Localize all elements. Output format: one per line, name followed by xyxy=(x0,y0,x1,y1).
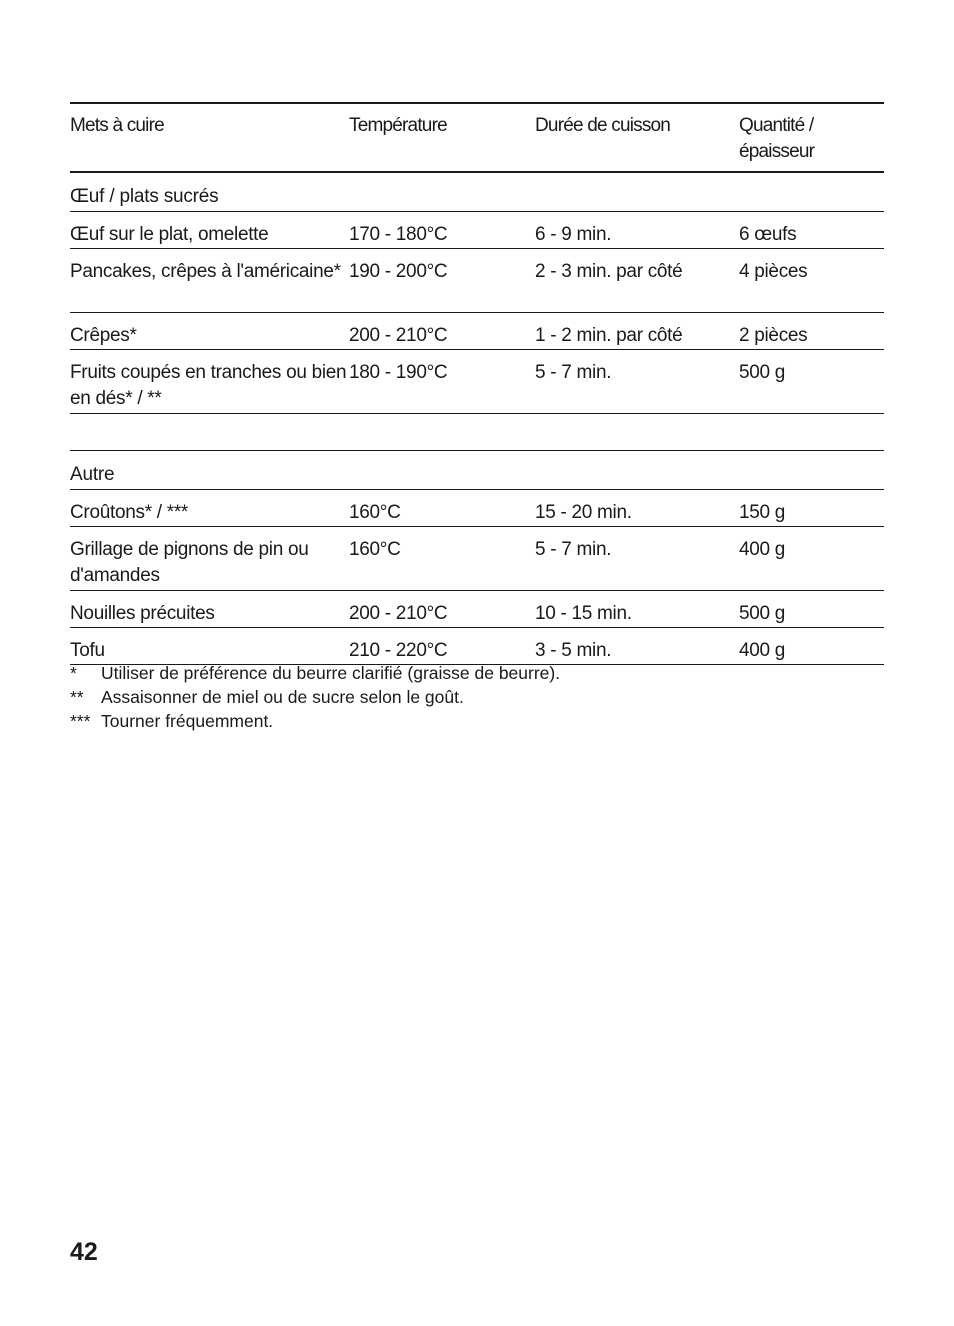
header-duration: Durée de cuisson xyxy=(535,115,671,136)
page-number: 42 xyxy=(70,1238,98,1266)
cell-duration: 5 - 7 min. xyxy=(535,539,612,560)
table-row xyxy=(70,591,884,628)
footnote-mark: * xyxy=(70,663,77,683)
footnote xyxy=(70,685,560,709)
section-title-other xyxy=(70,451,884,490)
cell-quantity: 400 g xyxy=(739,640,786,661)
cell-quantity: 400 g xyxy=(739,539,786,560)
section-title: Autre xyxy=(70,464,115,485)
table-row xyxy=(70,628,884,665)
footnote xyxy=(70,709,560,733)
table-row xyxy=(70,490,884,527)
footnotes xyxy=(70,661,560,733)
table-row xyxy=(70,249,884,313)
section-title: Œuf / plats sucrés xyxy=(70,186,219,207)
cell-dish: Nouilles précuites xyxy=(70,603,215,624)
cell-dish: Tofu xyxy=(70,640,105,661)
section-spacer xyxy=(70,414,884,451)
cell-duration: 2 - 3 min. par côté xyxy=(535,261,683,282)
cell-duration: 6 - 9 min. xyxy=(535,224,612,245)
cell-dish: Pancakes, crêpes à l'américaine* xyxy=(70,261,341,282)
cell-duration: 10 - 15 min. xyxy=(535,603,632,624)
cell-temperature: 210 - 220°C xyxy=(349,640,448,661)
cell-duration: 3 - 5 min. xyxy=(535,640,612,661)
header-temperature: Température xyxy=(349,115,447,136)
cell-temperature: 180 - 190°C xyxy=(349,362,448,383)
footnote xyxy=(70,661,560,685)
cell-dish: Grillage de pignons de pin ou d'amandes xyxy=(70,539,309,586)
cell-duration: 1 - 2 min. par côté xyxy=(535,325,683,346)
table-row xyxy=(70,313,884,350)
cell-quantity: 2 pièces xyxy=(739,325,808,346)
header-quantity: Quantité / épaisseur xyxy=(739,115,815,162)
cell-duration: 15 - 20 min. xyxy=(535,502,632,523)
cell-duration: 5 - 7 min. xyxy=(535,362,612,383)
cell-temperature: 200 - 210°C xyxy=(349,603,448,624)
cell-quantity: 4 pièces xyxy=(739,261,808,282)
footnote-mark: *** xyxy=(70,711,91,731)
cell-dish: Croûtons* / *** xyxy=(70,502,189,523)
cell-quantity: 500 g xyxy=(739,362,786,383)
header-dish: Mets à cuire xyxy=(70,115,164,136)
table-row xyxy=(70,350,884,414)
cell-temperature: 170 - 180°C xyxy=(349,224,448,245)
cell-temperature: 160°C xyxy=(349,539,401,560)
section-title-sweet xyxy=(70,173,884,212)
footnote-text: Utiliser de préférence du beurre clarifié (graisse de beurre). xyxy=(101,663,561,683)
cell-dish: Crêpes* xyxy=(70,325,137,346)
footnote-text: Assaisonner de miel ou de sucre selon le goût. xyxy=(101,687,464,707)
cell-temperature: 160°C xyxy=(349,502,401,523)
table-row xyxy=(70,212,884,249)
cell-quantity: 150 g xyxy=(739,502,786,523)
table-row xyxy=(70,527,884,591)
footnote-mark: ** xyxy=(70,687,84,707)
cell-dish: Œuf sur le plat, omelette xyxy=(70,224,269,245)
cell-quantity: 6 œufs xyxy=(739,224,797,245)
table-header xyxy=(70,104,884,173)
cell-dish: Fruits coupés en tranches ou bien en dés* / ** xyxy=(70,362,347,409)
cell-temperature: 190 - 200°C xyxy=(349,261,448,282)
cooking-table xyxy=(70,102,884,665)
footnote-text: Tourner fréquemment. xyxy=(101,711,274,731)
cell-temperature: 200 - 210°C xyxy=(349,325,448,346)
cell-quantity: 500 g xyxy=(739,603,786,624)
